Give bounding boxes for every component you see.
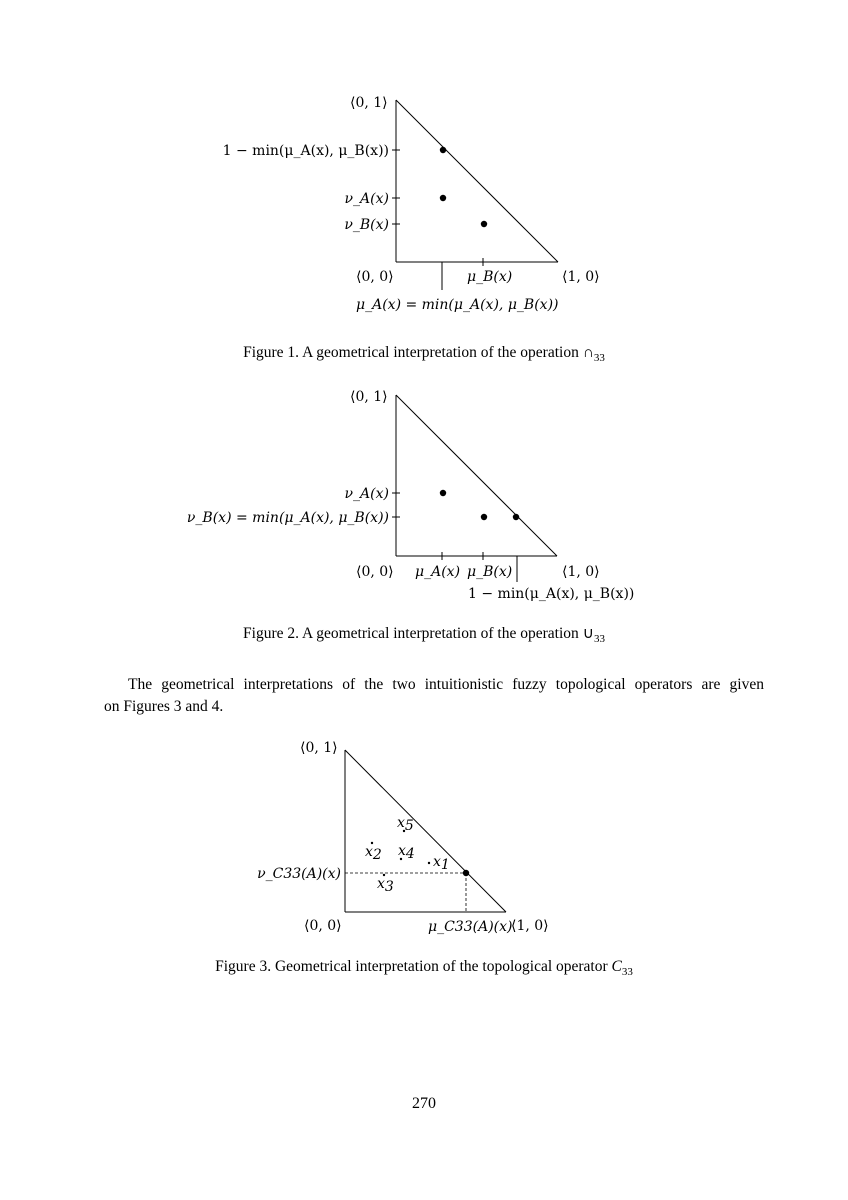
figure-3-label-x1-sub: 1 — [440, 857, 450, 873]
figure-3-triangle — [345, 750, 506, 912]
figure-2-label-right-vertex: ⟨1, 0⟩ — [562, 564, 600, 580]
figure-2-label-nuA: ν_A(x) — [344, 486, 389, 502]
figure-3-caption — [0, 957, 848, 982]
page-number: 270 — [412, 1095, 436, 1112]
body-paragraph-line-1: The geometrical interpretations of the two intuitionistic fuzzy topological operators are given — [128, 676, 764, 693]
figure-3-label-x2: x2 — [365, 844, 382, 863]
figure-3-point-closure — [463, 870, 469, 876]
figure-3-label-x3: x3 — [377, 876, 394, 895]
figure-3-caption-sub: 33 — [621, 966, 633, 979]
body-paragraph-line-2: on Figures 3 and 4. — [104, 698, 224, 715]
figure-2-label-nuB: ν_B(x) = min(μ_A(x), μ_B(x)) — [186, 510, 389, 526]
figure-2-caption-sub: 33 — [593, 633, 605, 646]
figure-3-label-x5: x5 — [397, 815, 414, 834]
figure-1-caption-sub: 33 — [593, 352, 605, 365]
figure-1-label-top-vertex: ⟨0, 1⟩ — [350, 95, 388, 111]
figure-2-label-muB: μ_B(x) — [467, 564, 513, 580]
figure-1-label-origin: ⟨0, 0⟩ — [356, 269, 394, 285]
figure-1-caption-symbol: ∩ — [582, 344, 594, 361]
figure-3-point-x1 — [428, 862, 430, 864]
figure-3-dashed-guides — [345, 873, 466, 912]
figure-3-label-mu: μ_C33(A)(x) — [428, 919, 513, 935]
figure-2-label-muA: μ_A(x) — [415, 564, 461, 580]
figure-1-label-muB: μ_B(x) — [467, 269, 513, 285]
figure-2-label-top-vertex: ⟨0, 1⟩ — [350, 389, 388, 405]
figure-2-caption-symbol: ∪ — [582, 625, 594, 642]
figure-3-label-origin: ⟨0, 0⟩ — [304, 918, 342, 934]
figure-2-label-origin: ⟨0, 0⟩ — [356, 564, 394, 580]
figure-2-label-right-tick: 1 − min(μ_A(x), μ_B(x)) — [468, 586, 635, 602]
figure-3-label-x3-sub: 3 — [384, 879, 394, 895]
figure-1-caption-text: Figure 1. A geometrical interpretation of the operation — [243, 344, 583, 361]
figure-1-label-y-top: 1 − min(μ_A(x), μ_B(x)) — [222, 143, 389, 159]
figure-3-label-x1: x1 — [433, 854, 450, 873]
figure-3-caption-text: Figure 3. Geometrical interpretation of the topological operator — [215, 958, 612, 975]
figure-3-label-nu: ν_C33(A)(x) — [257, 866, 341, 882]
figure-3-label-x2-sub: 2 — [372, 847, 382, 863]
figure-3-caption-symbol: C — [611, 958, 622, 975]
figure-3-label-top-vertex: ⟨0, 1⟩ — [300, 740, 338, 756]
figure-3-label-x4-sub: 4 — [405, 846, 415, 862]
figure-1-label-muA: μ_A(x) = min(μ_A(x), μ_B(x)) — [356, 297, 559, 313]
figure-3-label-right-vertex: ⟨1, 0⟩ — [511, 918, 549, 934]
figure-3-label-x4: x4 — [398, 843, 415, 862]
figure-1-label-right-vertex: ⟨1, 0⟩ — [562, 269, 600, 285]
figure-1-label-nuA: ν_A(x) — [344, 191, 389, 207]
figure-3-label-x5-sub: 5 — [404, 818, 414, 834]
figure-2-caption-text: Figure 2. A geometrical interpretation of the operation — [243, 625, 583, 642]
figure-1-label-nuB: ν_B(x) — [344, 217, 389, 233]
